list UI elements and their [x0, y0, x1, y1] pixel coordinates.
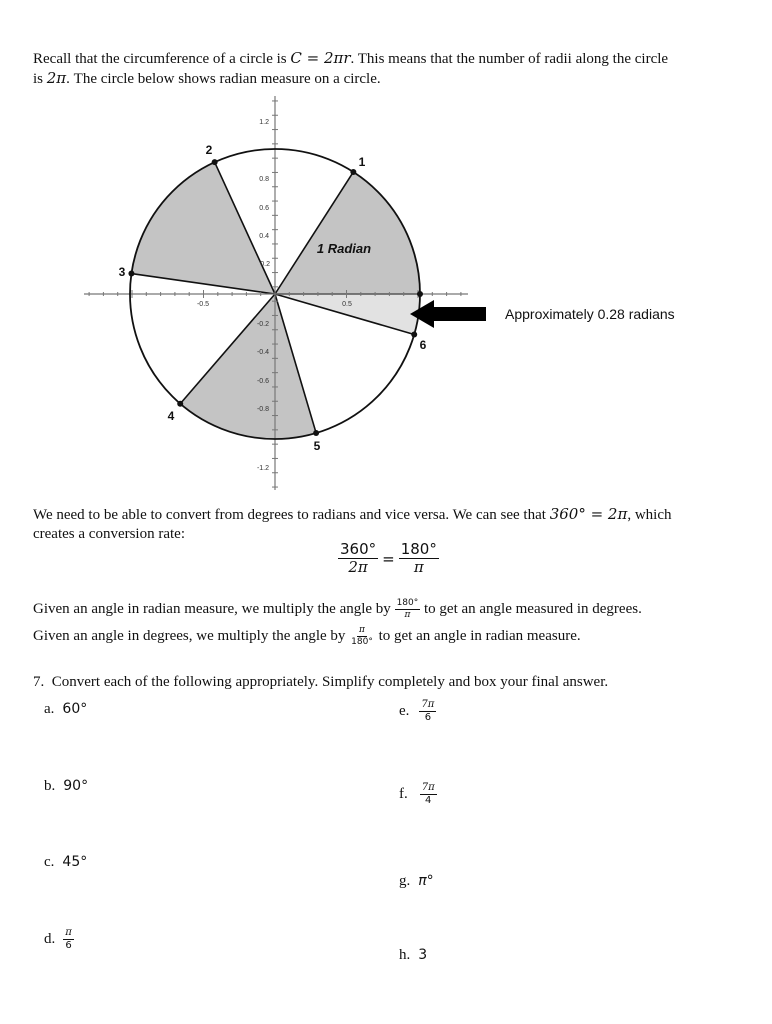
item-a: a. 60° [44, 701, 88, 717]
item-e-fraction: $\frac{7\pi}{6}$ [421, 699, 435, 723]
conversion-equation: 360° = 2π [549, 505, 628, 523]
item-e: e. $\frac{7\pi}{6}$ [399, 699, 435, 723]
y-tick-label: -0.2 [256, 321, 269, 328]
circumference-formula: C = 2πr [290, 49, 351, 67]
radian-circle-figure [0, 0, 772, 500]
item-c: c. 45° [44, 854, 88, 870]
y-tick-label: -0.8 [256, 406, 269, 413]
y-tick-label: -0.6 [256, 378, 269, 385]
point-label-4: 4 [167, 409, 175, 423]
rule-radians-to-degrees: Given an angle in radian measure, we multiply the angle by $\frac{180^\circ}{\pi}$ to get an angle measured in degrees. [33, 598, 642, 620]
radian-point [212, 159, 218, 165]
radian-point [417, 291, 423, 297]
point-label-3: 3 [118, 265, 126, 279]
item-d: d. $\frac{\pi}{6}$ [44, 927, 72, 951]
y-tick-label: -0.4 [256, 349, 269, 356]
radian-point [350, 169, 356, 175]
radian-point [177, 401, 183, 407]
point-label-5: 5 [313, 439, 321, 453]
arrow-icon [410, 300, 486, 328]
radian-point [411, 332, 417, 338]
item-b: b. 90° [44, 778, 89, 794]
radian-point [128, 271, 134, 277]
x-tick-label: 0.5 [342, 301, 352, 308]
conversion-line-2: creates a conversion rate: [33, 526, 185, 542]
item-f: f. $\frac{7\pi}{4}$ [399, 782, 435, 806]
item-d-fraction: $\frac{\pi}{6}$ [65, 927, 72, 951]
two-pi: 2π [46, 69, 67, 87]
x-tick-label: -0.5 [196, 301, 210, 308]
point-label-6: 6 [419, 338, 427, 352]
item-g: g. π° [399, 873, 434, 889]
rule-degrees-to-radians: Given an angle in degrees, we multiply the angle by $\frac{\pi}{180^\circ}$ to get an angle in radian measure. [33, 625, 581, 647]
problem-7-header: 7. Convert each of the following appropriately. Simplify completely and box your final answer. [33, 674, 609, 690]
y-tick-label: 0.6 [259, 205, 269, 212]
rate-equals: = [382, 549, 395, 568]
rule2-fraction: $\frac{\pi}{180^\circ}$ [351, 625, 373, 647]
sector-0-to-1 [275, 172, 420, 294]
point-label-2: 2 [205, 143, 213, 157]
rate-fraction-1: $\frac{360^\circ}{2\pi}$ [340, 540, 377, 576]
sector-2-to-3 [131, 162, 275, 294]
item-f-fraction: $\frac{7\pi}{4}$ [421, 782, 435, 806]
item-h: h. 3 [399, 947, 428, 963]
y-tick-label: -1.2 [256, 465, 269, 472]
y-tick-label: 0.4 [259, 233, 269, 240]
intro-line-1: Recall that the circumference of a circle is C = 2πr. This means that the number of radii along the circle [33, 49, 669, 67]
y-tick-label: 0.8 [259, 176, 269, 183]
sector-label: 1 Radian [316, 241, 372, 256]
y-tick-label: 0.2 [260, 261, 270, 268]
arrow-label: Approximately 0.28 radians [505, 306, 675, 322]
conversion-paragraph [33, 505, 753, 544]
rate-fraction-2: $\frac{180^\circ}{\pi}$ [400, 540, 437, 576]
y-tick-label: 1.2 [259, 119, 269, 126]
intro-line-2: is 2π. The circle below shows radian measure on a circle. [33, 69, 381, 87]
conversion-rate [338, 542, 439, 575]
point-label-1: 1 [358, 155, 366, 169]
rule1-fraction: $\frac{180^\circ}{\pi}$ [396, 598, 419, 620]
radian-point [313, 430, 319, 436]
conversion-line-1: We need to be able to convert from degrees to radians and vice versa. We can see that 360° = 2π, which [33, 505, 672, 523]
